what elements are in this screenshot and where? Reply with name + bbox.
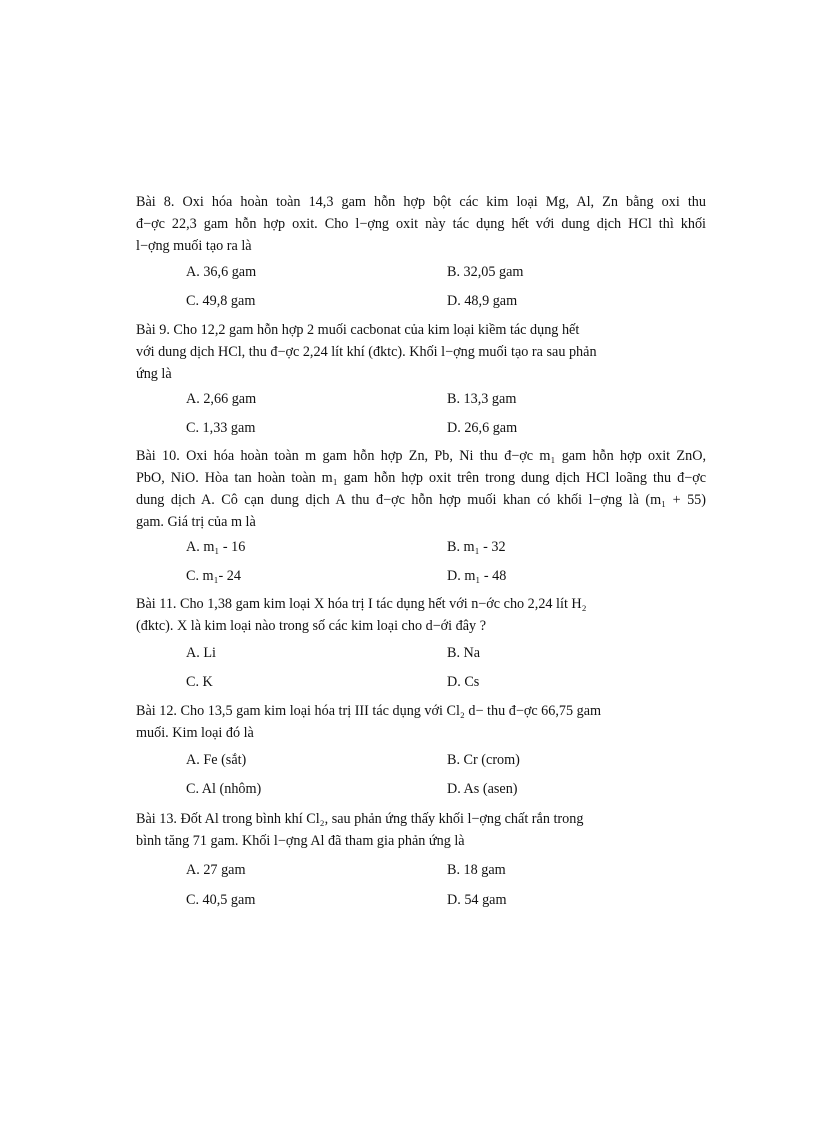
option-c: C. Al (nhôm): [186, 781, 262, 797]
option-a: A. 36,6 gam: [186, 264, 257, 280]
question-text-line: l−ợng muối tạo ra là: [136, 238, 252, 254]
question-text-line: đ−ợc 22,3 gam hỗn hợp oxit. Cho l−ợng oxit này tác dụng hết với dung dịch HCl thì khối: [136, 216, 706, 232]
question-11: [136, 593, 636, 637]
question-text-line: với dung dịch HCl, thu đ−ợc 2,24 lít khí (đktc). Khối l−ợng muối tạo ra sau phản: [136, 344, 597, 360]
option-b: B. m₁ - 32: [447, 539, 506, 555]
option-a: A. 2,66 gam: [186, 391, 257, 407]
option-d: D. m₁ - 48: [447, 568, 507, 584]
option-c: C. 49,8 gam: [186, 293, 256, 309]
option-a: A. 27 gam: [186, 862, 246, 878]
option-a: A. Fe (sắt): [186, 752, 247, 768]
question-text-line: Bài 9. Cho 12,2 gam hỗn hợp 2 muối cacbonat của kim loại kiềm tác dụng hết: [136, 322, 580, 338]
question-8: [136, 191, 706, 257]
question-13: [136, 808, 636, 852]
question-text-line: ứng là: [136, 366, 172, 382]
question-text-line: bình tăng 71 gam. Khối l−ợng Al đã tham gia phản ứng là: [136, 833, 465, 849]
option-b: B. 13,3 gam: [447, 391, 517, 407]
option-d: D. 48,9 gam: [447, 293, 518, 309]
option-d: D. 26,6 gam: [447, 420, 518, 436]
question-text-line: muối. Kim loại đó là: [136, 725, 254, 741]
question-text-line: (đktc). X là kim loại nào trong số các kim loại cho d−ới đây ?: [136, 618, 486, 634]
question-text-line: Bài 13. Đốt Al trong bình khí Cl₂, sau phản ứng thấy khối l−ợng chất rắn trong: [136, 811, 584, 827]
question-text-line: Bài 8. Oxi hóa hoàn toàn 14,3 gam hỗn hợp bột các kim loại Mg, Al, Zn bằng oxi thu: [136, 194, 706, 210]
option-c: C. K: [186, 674, 213, 690]
option-a: A. Li: [186, 645, 216, 661]
option-b: B. Na: [447, 645, 481, 661]
option-b: B. Cr (crom): [447, 752, 520, 768]
question-9: [136, 319, 636, 385]
question-12: [136, 700, 636, 744]
question-text-line: dung dịch A. Cô cạn dung dịch A thu đ−ợc hỗn hợp muối khan có khối l−ợng là (m₁ + 55): [136, 492, 706, 508]
option-d: D. 54 gam: [447, 892, 507, 908]
option-c: C. 40,5 gam: [186, 892, 256, 908]
question-text-line: PbO, NiO. Hòa tan hoàn toàn m₁ gam hỗn hợp oxit trên trong dung dịch HCl loãng thu đ−ợc: [136, 470, 706, 486]
option-d: D. As (asen): [447, 781, 518, 797]
question-text-line: Bài 10. Oxi hóa hoàn toàn m gam hỗn hợp Zn, Pb, Ni thu đ−ợc m₁ gam hỗn hợp oxit ZnO,: [136, 448, 706, 464]
question-text-line: Bài 11. Cho 1,38 gam kim loại X hóa trị I tác dụng hết với n−ớc cho 2,24 lít H₂: [136, 596, 587, 612]
option-a: A. m₁ - 16: [186, 539, 246, 555]
option-b: B. 18 gam: [447, 862, 506, 878]
question-text-line: Bài 12. Cho 13,5 gam kim loại hóa trị III tác dụng với Cl₂ d− thu đ−ợc 66,75 gam: [136, 703, 602, 719]
option-c: C. 1,33 gam: [186, 420, 256, 436]
option-d: D. Cs: [447, 674, 480, 690]
option-b: B. 32,05 gam: [447, 264, 524, 280]
question-text-line: gam. Giá trị của m là: [136, 514, 256, 530]
option-c: C. m₁- 24: [186, 568, 241, 584]
question-10: [136, 445, 706, 533]
